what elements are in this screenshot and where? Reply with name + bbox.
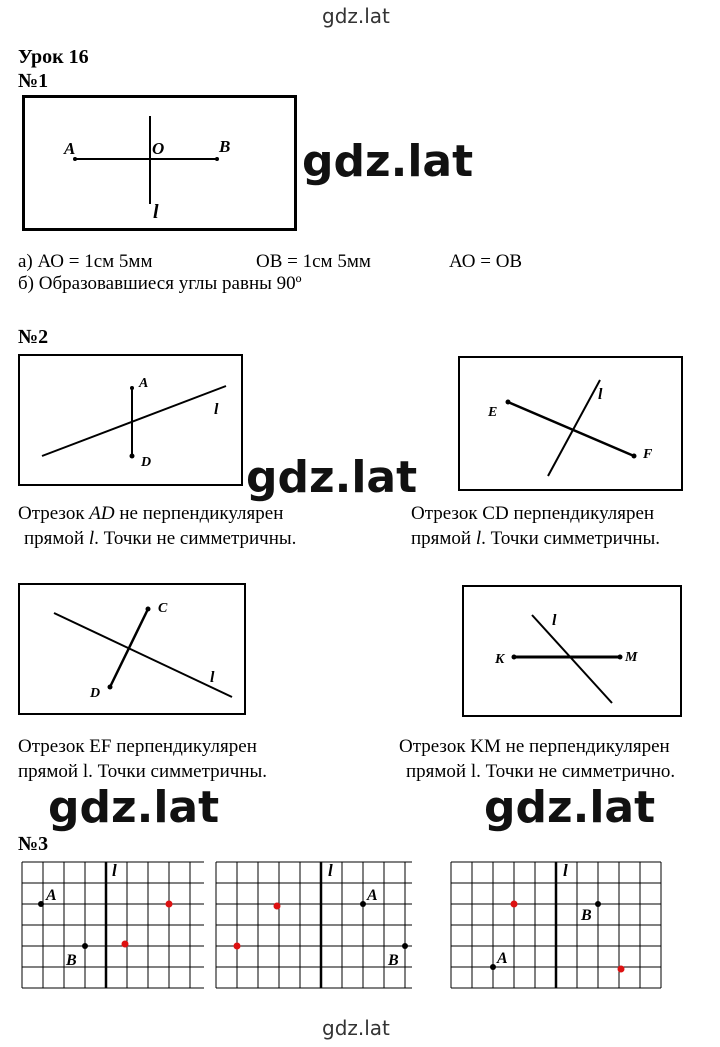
task3-number: №3 bbox=[18, 833, 49, 855]
point-a bbox=[38, 901, 44, 907]
task1-answer-b: б) Образовавшиеся углы равны 90º bbox=[18, 273, 302, 294]
axis-l-label: l bbox=[112, 861, 117, 880]
point-o-label: O bbox=[152, 139, 165, 158]
point-c-label: C bbox=[158, 601, 168, 616]
task3-grid-2 bbox=[212, 858, 416, 990]
task1-figure bbox=[22, 95, 297, 231]
point-b-symmetric bbox=[234, 943, 241, 950]
point-m-label: M bbox=[625, 650, 638, 665]
line-l-label: l bbox=[552, 612, 557, 629]
point-b bbox=[402, 943, 408, 949]
task2-caption-3-line1: Отрезок EF перпендикулярен bbox=[18, 736, 257, 757]
line-l-label: l bbox=[598, 386, 603, 403]
point-a-label: A bbox=[497, 950, 508, 967]
point-a-symmetric bbox=[274, 903, 281, 910]
grid-lines bbox=[22, 862, 204, 988]
watermark-top: gdz.lat bbox=[322, 4, 390, 28]
point-a-label: A bbox=[139, 376, 149, 391]
point-a-label: A bbox=[367, 887, 378, 904]
task2-number: №2 bbox=[18, 326, 49, 348]
lesson-title: Урок 16 bbox=[18, 46, 89, 68]
point-b-label: B bbox=[581, 907, 592, 924]
task1-answer-a3: АО = ОВ bbox=[449, 251, 523, 272]
point-a-symmetric bbox=[166, 901, 173, 908]
point-b-label: B bbox=[388, 952, 399, 969]
point-b-symmetric bbox=[511, 901, 518, 908]
watermark-big-3: gdz.lat bbox=[48, 782, 220, 833]
task2-caption-2-line1: Отрезок CD перпендикулярен bbox=[411, 503, 655, 524]
watermark-big-4: gdz.lat bbox=[484, 782, 656, 833]
task2-caption-2-line2: прямой l. Точки симметричны. bbox=[411, 528, 661, 549]
line-l-label: l bbox=[153, 201, 159, 223]
task2-figure-1 bbox=[18, 354, 243, 486]
task1-number: №1 bbox=[18, 70, 49, 92]
task2-caption-1-line2: прямой l. Точки не симметричны. bbox=[24, 528, 297, 549]
task2-caption-3-line2: прямой l. Точки симметричны. bbox=[18, 761, 268, 782]
watermark-big-1: gdz.lat bbox=[302, 136, 474, 187]
axis-l-label: l bbox=[563, 861, 568, 880]
point-a-label: A bbox=[46, 887, 57, 904]
task2-caption-4-line1: Отрезок KM не перпендикулярен bbox=[399, 736, 670, 757]
task1-answer-a2: ОВ = 1см 5мм bbox=[256, 251, 371, 272]
point-b bbox=[595, 901, 601, 907]
task2-figure-4 bbox=[462, 585, 682, 717]
point-f-label: F bbox=[643, 447, 653, 462]
point-a bbox=[360, 901, 366, 907]
task2-caption-4-line2: прямой l. Точки не симметрично. bbox=[406, 761, 676, 782]
point-b-label: B bbox=[219, 137, 231, 156]
point-a bbox=[490, 964, 496, 970]
task1-answer-a1: а) АО = 1см 5мм bbox=[18, 251, 153, 272]
task3-grid-1 bbox=[18, 858, 208, 990]
axis-l-label: l bbox=[328, 861, 333, 880]
point-a-label: A bbox=[64, 139, 76, 158]
task3-grid-3 bbox=[447, 858, 665, 990]
point-d-label: D bbox=[141, 455, 152, 470]
point-e-label: E bbox=[488, 405, 498, 420]
task2-caption-1-line1: Отрезок AD не перпендикулярен bbox=[18, 503, 284, 524]
point-d-label: D bbox=[90, 686, 101, 701]
point-a-symmetric bbox=[618, 966, 625, 973]
point-b bbox=[82, 943, 88, 949]
watermark-big-2: gdz.lat bbox=[246, 452, 418, 503]
watermark-bottom: gdz.lat bbox=[322, 1016, 390, 1040]
line-l-label: l bbox=[214, 401, 219, 418]
task2-figure-3 bbox=[18, 583, 246, 715]
line-l-label: l bbox=[210, 669, 215, 686]
point-k-label: K bbox=[495, 652, 505, 667]
task2-figure-2 bbox=[458, 356, 683, 491]
grid-lines bbox=[216, 862, 412, 988]
point-b-label: B bbox=[66, 952, 77, 969]
point-b-symmetric bbox=[122, 941, 129, 948]
